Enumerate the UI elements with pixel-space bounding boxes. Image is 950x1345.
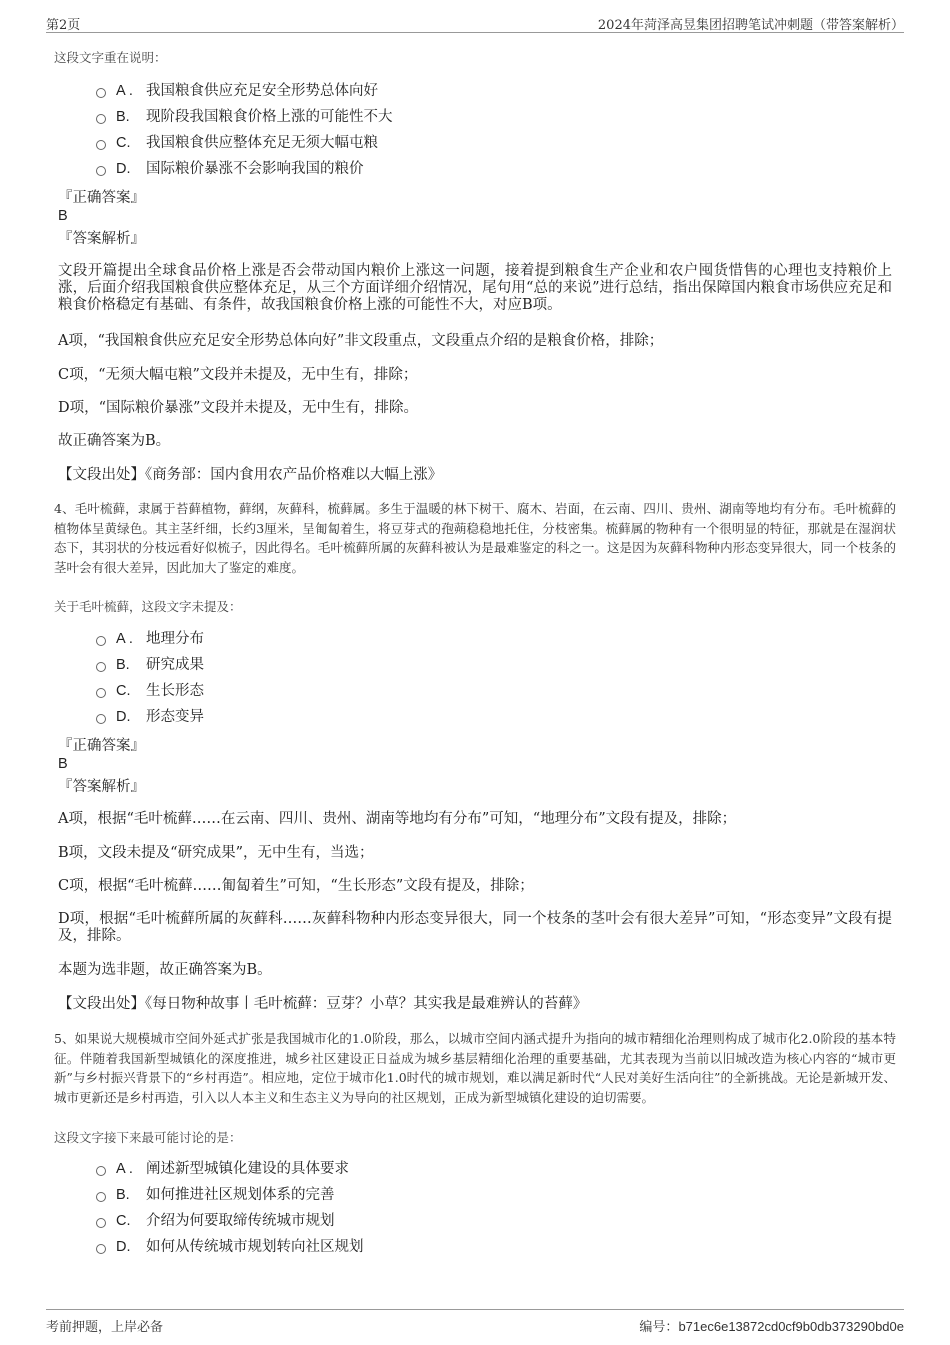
page-header <box>46 10 904 33</box>
radio-icon[interactable] <box>96 1244 106 1254</box>
radio-icon[interactable] <box>96 166 106 176</box>
option-c[interactable]: C. 我国粮食供应整体充足无须大幅屯粮 <box>96 130 393 156</box>
question-prompt: 这段文字接下来最可能讨论的是： <box>54 1130 242 1145</box>
radio-icon[interactable] <box>96 636 106 646</box>
radio-icon[interactable] <box>96 114 106 124</box>
option-a[interactable]: A . 我国粮食供应充足安全形势总体向好 <box>96 78 393 104</box>
option-a[interactable]: A . 地理分布 <box>96 626 204 652</box>
analysis-paragraph: 文段开篇提出全球食品价格上涨是否会带动国内粮价上涨这一问题，接着提到粮食生产企业和农户囤货惜售的心理也支持粮价上涨，后面介绍我国粮食供应整体充足，从三个方面详细介绍情况，尾句用“总的来说”进行总结，指出保障国内粮食市场供应充足和粮食价格稳定有基础、有条件，故我国粮食价格上涨的可能性不大，对应B项。 <box>58 263 892 313</box>
option-b[interactable]: B. 研究成果 <box>96 652 204 678</box>
question-prompt: 关于毛叶梳藓，这段文字未提及： <box>54 599 242 614</box>
analysis-paragraph: C项，“无须大幅屯粮”文段并未提及，无中生有，排除； <box>58 367 418 383</box>
radio-icon[interactable] <box>96 1166 106 1176</box>
option-d[interactable]: D. 如何从传统城市规划转向社区规划 <box>96 1234 364 1260</box>
option-c[interactable]: C. 介绍为何要取缔传统城市规划 <box>96 1208 364 1234</box>
radio-icon[interactable] <box>96 140 106 150</box>
option-list <box>96 1156 364 1260</box>
analysis-paragraph: C项，根据“毛叶梳藓……匍匐着生”可知，“生长形态”文段有提及，排除； <box>58 878 534 894</box>
question-passage: 5、如果说大规模城市空间外延式扩张是我国城市化的1.0阶段，那么，以城市空间内涵式提升为指向的城市精细化治理则构成了城市化2.0阶段的基本特征。伴随着我国新型城镇化的深度推进，城乡社区建设正日益成为城乡基层精细化治理的重要基础，尤其表现为当前以旧城改造为核心内容的“城市更新”与乡村振兴背景下的“乡村再造”。相应地，定位于城市化1.0时代的城市规划，难以满足新时代“人民对美好生活向往”的全新挑战。无论是新城开发、城市更新还是乡村再造，引入以人本主义和生态主义为导向的社区规划，正成为新型城镇化建设的迫切需要。 <box>54 1031 896 1105</box>
document-id-value: b71ec6e13872cd0cf9b0db373290bd0e <box>678 1319 904 1334</box>
answer-value: B <box>58 756 68 772</box>
option-b[interactable]: B. 现阶段我国粮食价格上涨的可能性不大 <box>96 104 393 130</box>
analysis-paragraph: B项，文段未提及“研究成果”，无中生有，当选； <box>58 845 374 861</box>
document-title: 2024年菏泽高昱集团招聘笔试冲刺题（带答案解析） <box>597 18 904 33</box>
analysis-conclusion: 本题为选非题，故正确答案为B。 <box>58 962 272 978</box>
option-b[interactable]: B. 如何推进社区规划体系的完善 <box>96 1182 364 1208</box>
footer-slogan: 考前押题，上岸必备 <box>46 1320 164 1335</box>
analysis-paragraph: D项，根据“毛叶梳藓所属的灰藓科……灰藓科物种内形态变异很大，同一个枝条的茎叶会有很大差异”可知，“形态变异”文段有提及，排除。 <box>58 911 892 944</box>
document-id <box>639 1316 904 1335</box>
option-d[interactable]: D. 国际粮价暴涨不会影响我国的粮价 <box>96 156 393 182</box>
answer-label: 『正确答案』 <box>58 190 145 206</box>
page-footer <box>46 1309 904 1338</box>
option-c[interactable]: C. 生长形态 <box>96 678 204 704</box>
source-citation: 【文段出处】《每日物种故事丨毛叶梳藓：豆芽？小草？其实我是最难辨认的苔藓》 <box>58 996 588 1012</box>
radio-icon[interactable] <box>96 1218 106 1228</box>
radio-icon[interactable] <box>96 1192 106 1202</box>
question-passage: 4、毛叶梳藓，隶属于苔藓植物，藓纲，灰藓科，梳藓属。多生于温暖的林下树干、腐木、岩面，在云南、四川、贵州、湖南等地均有分布。毛叶梳藓的植物体呈黄绿色。其主茎纤细，长约3厘米，呈匍匐着生，将豆芽式的孢蒴稳稳地托住，分枝密集。梳藓属的物种有一个很明显的特征，那就是在湿润状态下，其羽状的分枝远看好似梳子，因此得名。毛叶梳藓所属的灰藓科被认为是最难鉴定的科之一。这是因为灰藓科物种内形态变异很大，同一个枝条的茎叶会有很大差异，因此加大了鉴定的难度。 <box>54 501 896 575</box>
page-number: 第2页 <box>46 18 81 33</box>
option-list <box>96 78 393 182</box>
radio-icon[interactable] <box>96 688 106 698</box>
document-id-label: 编号： <box>639 1319 679 1334</box>
analysis-label: 『答案解析』 <box>58 779 145 795</box>
analysis-label: 『答案解析』 <box>58 231 145 247</box>
option-list <box>96 626 204 730</box>
radio-icon[interactable] <box>96 662 106 672</box>
analysis-paragraph: A项，“我国粮食供应充足安全形势总体向好”非文段重点，文段重点介绍的是粮食价格，排除； <box>58 333 664 349</box>
analysis-paragraph: A项，根据“毛叶梳藓……在云南、四川、贵州、湖南等地均有分布”可知，“地理分布”文段有提及，排除； <box>58 811 737 827</box>
radio-icon[interactable] <box>96 714 106 724</box>
analysis-conclusion: 故正确答案为B。 <box>58 433 171 449</box>
option-d[interactable]: D. 形态变异 <box>96 704 204 730</box>
question-prompt: 这段文字重在说明： <box>54 50 167 65</box>
answer-label: 『正确答案』 <box>58 738 145 754</box>
radio-icon[interactable] <box>96 88 106 98</box>
option-a[interactable]: A . 阐述新型城镇化建设的具体要求 <box>96 1156 364 1182</box>
analysis-paragraph: D项，“国际粮价暴涨”文段并未提及，无中生有，排除。 <box>58 400 418 416</box>
source-citation: 【文段出处】《商务部：国内食用农产品价格难以大幅上涨》 <box>58 467 443 483</box>
answer-value: B <box>58 208 68 224</box>
